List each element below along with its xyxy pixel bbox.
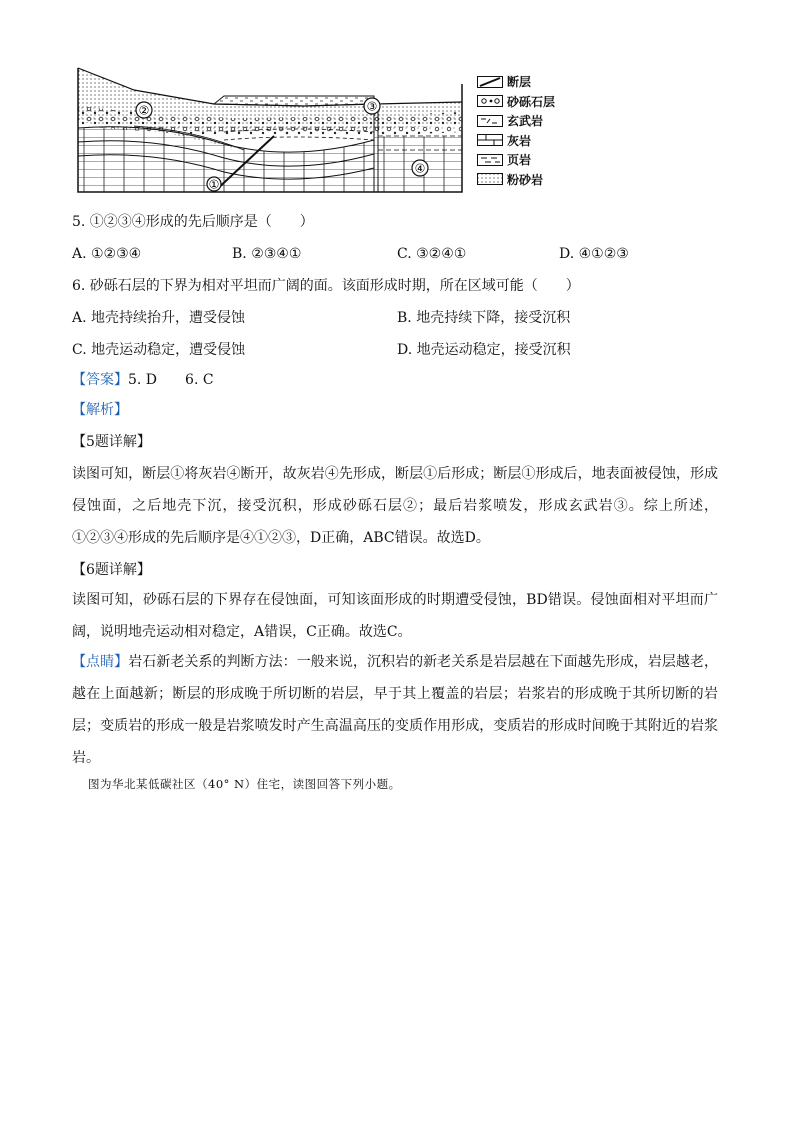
- q5-option-b[interactable]: B. ②③④①: [232, 246, 302, 262]
- legend-item-shale: 页岩: [477, 150, 587, 170]
- diagram-legend: [477, 72, 587, 189]
- q6-detail-text: 读图可知，砂砾石层的下界存在侵蚀面，可知该面形成的时期遭受侵蚀，BD错误。侵蚀面相对平坦而广阔，说明地壳运动相对稳定，A错误，C正确。故选C。: [72, 592, 718, 640]
- label-4: ④: [414, 161, 426, 176]
- q6-option-a[interactable]: A. 地壳持续抬升，遭受侵蚀: [72, 310, 246, 326]
- analysis-tag: 【解析】: [72, 402, 128, 418]
- fault-icon: [477, 76, 503, 88]
- answer-tag: 【答案】: [72, 372, 128, 388]
- answer-line: [72, 370, 214, 390]
- q6-detail-tag: 【6题详解】: [72, 562, 151, 578]
- label-3: ③: [366, 99, 378, 114]
- legend-item-siltstone: 粉砂岩: [477, 170, 587, 190]
- legend-item-limestone: 灰岩: [477, 131, 587, 151]
- q5-stem: 5. ①②③④形成的先后顺序是（ ）: [72, 214, 314, 230]
- q6-option-d[interactable]: D. 地壳运动稳定，接受沉积: [397, 342, 571, 358]
- legend-item-basalt: 玄武岩: [477, 111, 587, 131]
- q5-option-d[interactable]: D. ④①②③: [559, 246, 629, 262]
- q6-option-c[interactable]: C. 地壳运动稳定，遭受侵蚀: [72, 342, 246, 358]
- legend-item-gravel: 砂砾石层: [477, 92, 587, 112]
- tips-text: 岩石新老关系的判断方法：一般来说，沉积岩的新老关系是岩层越在下面越先形成，岩层越老，越在上面越新；断层的形成晚于所切断的岩层，早于其上覆盖的岩层；岩浆岩的形成晚于其所切断的岩层；变质岩的形成一般是岩浆喷发时产生高温高压的变质作用形成，变质岩的形成时间晚于其附近的岩浆岩。: [72, 654, 719, 766]
- siltstone-icon: [477, 173, 503, 185]
- q6-option-b[interactable]: B. 地壳持续下降，接受沉积: [397, 310, 571, 326]
- legend-item-fault: 断层: [477, 72, 587, 92]
- answer-text: 5. D 6. C: [128, 372, 214, 388]
- geologic-cross-section: [74, 66, 466, 194]
- label-1: ①: [208, 177, 220, 192]
- limestone-icon: [477, 134, 503, 146]
- q6-stem: 6. 砂砾石层的下界为相对平坦而广阔的面。该面形成时期，所在区域可能（ ）: [72, 278, 580, 294]
- tips-tag: 【点睛】: [72, 654, 129, 670]
- next-question-intro: 图为华北某低碳社区（40° N）住宅，读图回答下列小题。: [88, 777, 401, 791]
- tips-block: [72, 646, 718, 774]
- gravel-icon: [477, 95, 503, 107]
- q5-option-a[interactable]: A. ①②③④: [72, 246, 142, 262]
- q5-option-c[interactable]: C. ③②④①: [397, 246, 467, 262]
- basalt-icon: [477, 115, 503, 127]
- label-2: ②: [138, 103, 150, 118]
- shale-icon: [477, 154, 503, 166]
- q5-detail-tag: 【5题详解】: [72, 434, 151, 450]
- q5-detail-text: 读图可知，断层①将灰岩④断开，故灰岩④先形成，断层①后形成；断层①形成后，地表面被侵蚀，形成侵蚀面，之后地壳下沉，接受沉积，形成砂砾石层②；最后岩浆喷发，形成玄武岩③。综上所述，①②③④形成的先后顺序是④①②③，D正确，ABC错误。故选D。: [72, 466, 718, 546]
